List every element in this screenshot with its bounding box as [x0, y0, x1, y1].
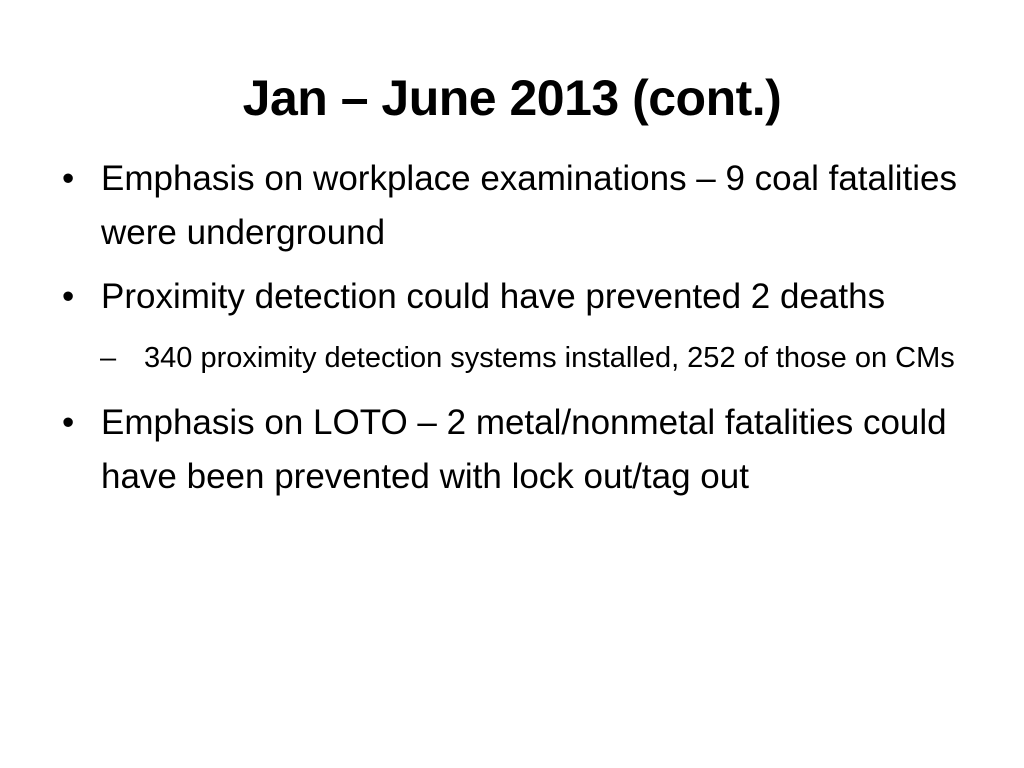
- bullet-marker: •: [62, 403, 75, 442]
- sub-bullet-list: [58, 334, 968, 382]
- bullet-marker: •: [62, 277, 75, 316]
- bullet-text: Proximity detection could have prevented 2 deaths: [101, 277, 886, 316]
- bullet-text: Emphasis on LOTO – 2 metal/nonmetal fatalities could have been prevented with lock out/tag out: [101, 403, 947, 496]
- bullet-text: Emphasis on workplace examinations – 9 coal fatalities were underground: [101, 159, 957, 252]
- sub-bullet-item: [100, 334, 968, 382]
- bullet-list: [58, 152, 968, 514]
- sub-bullet-text: 340 proximity detection systems installed, 252 of those on CMs: [144, 342, 955, 374]
- bullet-item: [58, 270, 968, 324]
- sub-bullet-marker: –: [100, 342, 117, 374]
- bullet-item: [58, 152, 968, 260]
- bullet-item: [58, 396, 968, 504]
- slide-title: Jan – June 2013 (cont.): [242, 70, 782, 126]
- sub-bullet-group: [58, 334, 968, 382]
- bullet-marker: •: [62, 159, 75, 198]
